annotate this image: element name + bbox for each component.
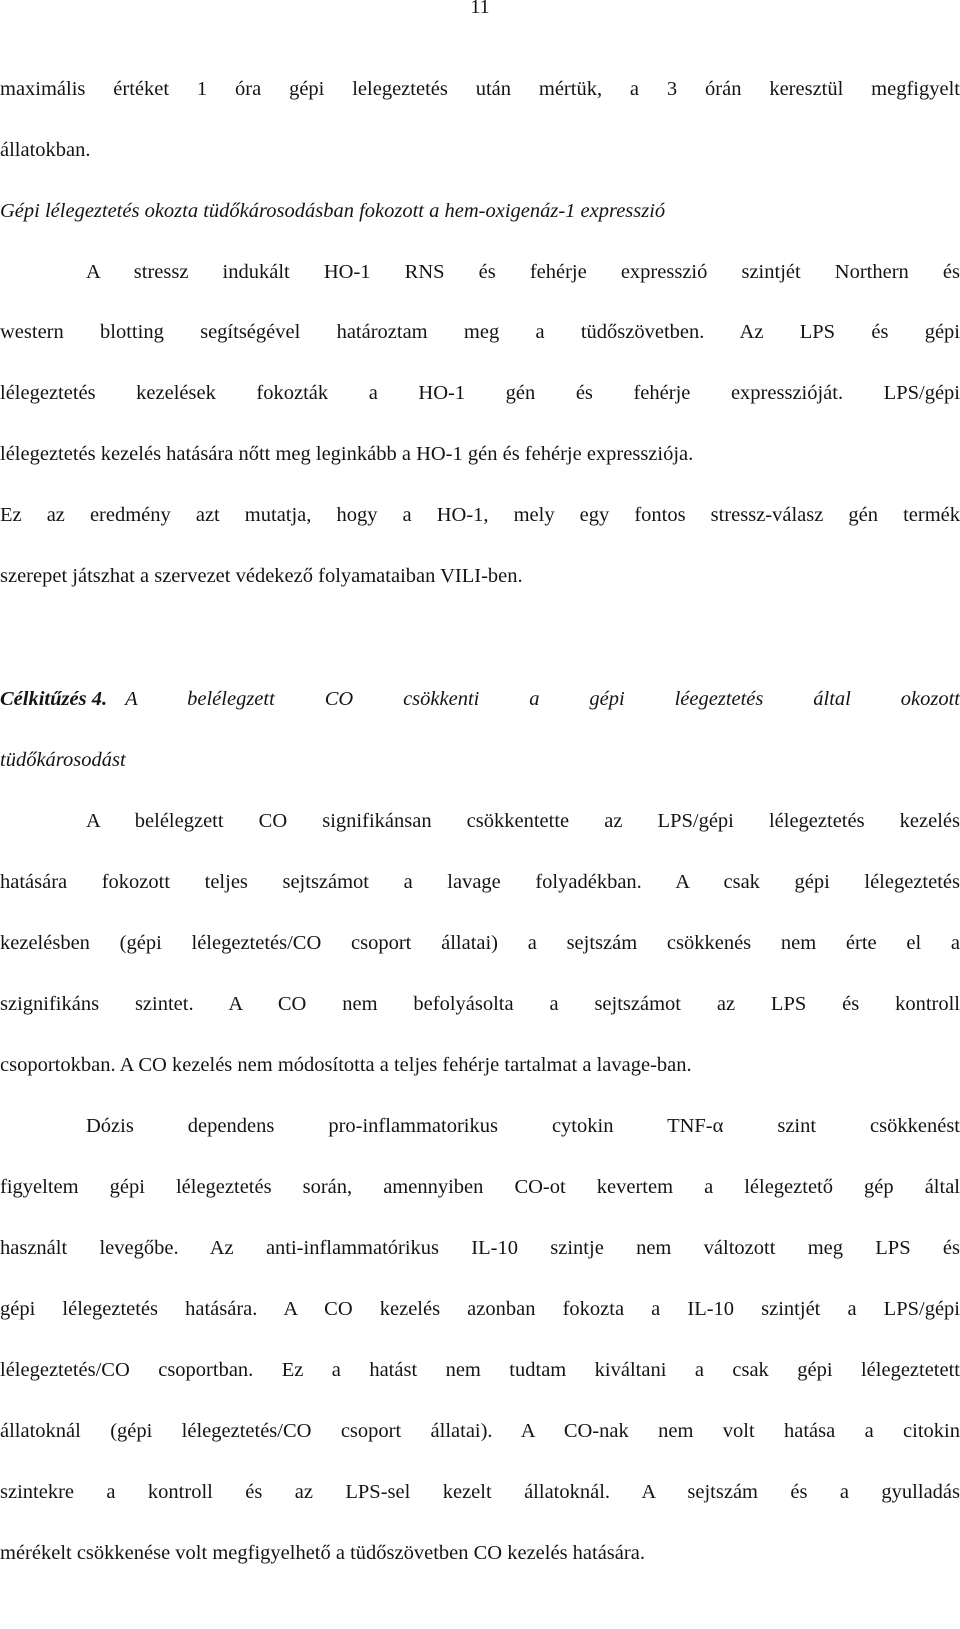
para1-line-4: lélegeztetés kezelés hatására nőtt meg leginkább a HO-1 gén és fehérje expressziója. bbox=[0, 443, 694, 465]
continuation-line-2: állatokban. bbox=[0, 139, 91, 161]
para1-line-2: western blotting segítségével határoztam meg a tüdőszövetben. Az LPS és gépi bbox=[0, 321, 960, 343]
para2-line-2: hatására fokozott teljes sejtszámot a lavage folyadékban. A csak gépi lélegeztetés bbox=[0, 871, 960, 893]
page-number: 11 bbox=[470, 0, 490, 18]
para1-line-3: lélegeztetés kezelések fokozták a HO-1 gén és fehérje expresszióját. LPS/gépi bbox=[0, 382, 960, 404]
objective-label: Célkitűzés 4. bbox=[0, 688, 108, 710]
para1-line-1: A stressz indukált HO-1 RNS és fehérje expresszió szintjét Northern és bbox=[86, 261, 960, 283]
objective-title-part-2: tüdőkárosodást bbox=[0, 749, 126, 771]
para1-line-6: szerepet játszhat a szervezet védekező folyamataiban VILI-ben. bbox=[0, 565, 523, 587]
para3-line-6: állatoknál (gépi lélegeztetés/CO csoport állatai). A CO-nak nem volt hatása a citokin bbox=[0, 1420, 960, 1442]
para3-line-4: gépi lélegeztetés hatására. A CO kezelés azonban fokozta a IL-10 szintjét a LPS/gépi bbox=[0, 1298, 960, 1320]
objective-heading-line-1 bbox=[0, 686, 960, 712]
para3-line-3: használt levegőbe. Az anti-inflammatórikus IL-10 szintje nem változott meg LPS és bbox=[0, 1237, 960, 1259]
para3-line-2: figyeltem gépi lélegeztetés során, amennyiben CO-ot kevertem a lélegeztető gép által bbox=[0, 1176, 960, 1198]
para2-line-1: A belélegzett CO signifikánsan csökkentette az LPS/gépi lélegeztetés kezelés bbox=[86, 810, 960, 832]
para3-line-7: szintekre a kontroll és az LPS-sel kezelt állatoknál. A sejtszám és a gyulladás bbox=[0, 1481, 960, 1503]
para2-line-4: szignifikáns szintet. A CO nem befolyásolta a sejtszámot az LPS és kontroll bbox=[0, 993, 960, 1015]
para1-line-5: Ez az eredmény azt mutatja, hogy a HO-1, mely egy fontos stressz-válasz gén termék bbox=[0, 504, 960, 526]
para3-line-8: mérékelt csökkenése volt megfigyelhető a tüdőszövetben CO kezelés hatására. bbox=[0, 1542, 645, 1564]
para3-line-1: Dózis dependens pro-inflammatorikus cytokin TNF-α szint csökkenést bbox=[86, 1115, 960, 1137]
objective-title-part-1: A belélegzett CO csökkenti a gépi léegeztetés által okozott bbox=[125, 688, 960, 710]
continuation-line-1: maximális értéket 1 óra gépi lelegeztetés után mértük, a 3 órán keresztül megfigyelt bbox=[0, 78, 960, 100]
para2-line-5: csoportokban. A CO kezelés nem módosította a teljes fehérje tartalmat a lavage-ban. bbox=[0, 1054, 692, 1076]
section-subheading: Gépi lélegeztetés okozta tüdőkárosodásban fokozott a hem-oxigenáz-1 expresszió bbox=[0, 200, 666, 222]
para3-line-5: lélegeztetés/CO csoportban. Ez a hatást nem tudtam kiváltani a csak gépi lélegeztetett bbox=[0, 1359, 960, 1381]
para2-line-3: kezelésben (gépi lélegeztetés/CO csoport állatai) a sejtszám csökkenés nem érte el a bbox=[0, 932, 960, 954]
